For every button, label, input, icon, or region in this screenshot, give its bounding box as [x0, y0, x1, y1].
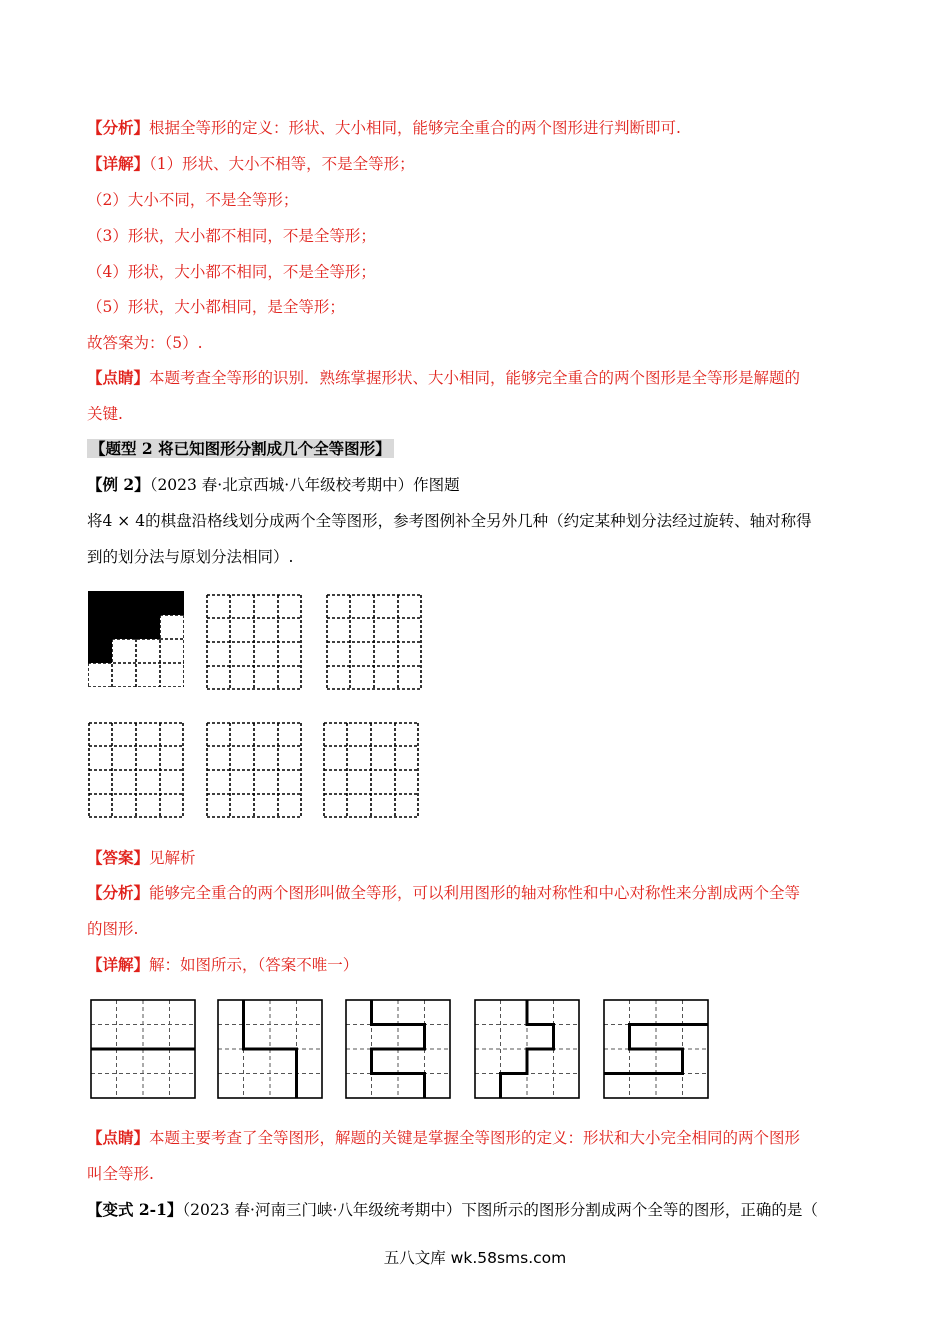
answer2-text: 见解析 — [149, 849, 196, 867]
blank-grid-1[interactable] — [206, 594, 302, 690]
comment2-tag: 【点睛】 — [87, 1128, 150, 1147]
answer2-tag: 【答案】 — [87, 848, 150, 867]
example-grid — [88, 591, 184, 687]
solution-grid-1 — [90, 999, 196, 1099]
detail-line-4: （4）形状，大小都不相同，不是全等形； — [87, 263, 376, 281]
blank-grid-2[interactable] — [326, 594, 422, 690]
comment2-line-1 — [87, 1128, 800, 1148]
analysis-line — [87, 118, 681, 138]
solution-grid-4 — [474, 999, 580, 1099]
comment-line-2: 关键. — [87, 405, 123, 423]
section-heading-line — [87, 439, 394, 459]
comment-line-1 — [87, 368, 800, 388]
example-shaded-region — [88, 591, 184, 663]
detail-item: （1）形状、大小不相等，不是全等形； — [149, 155, 415, 173]
solution-grid-5 — [603, 999, 709, 1099]
analysis-tag: 【分析】 — [87, 118, 150, 137]
solution-grid-3 — [345, 999, 451, 1099]
detail2-tag: 【详解】 — [87, 955, 150, 974]
example-tag: 【例 2】 — [87, 475, 150, 494]
variant-tag: 【变式 2-1】 — [87, 1200, 183, 1219]
page-footer: 五八文库 wk.58sms.com — [383, 1249, 567, 1267]
analysis-text: 根据全等形的定义：形状、大小相同，能够完全重合的两个图形进行判断即可. — [149, 119, 681, 137]
answer-line: 故答案为：（5）. — [87, 334, 203, 352]
detail-tag: 【详解】 — [87, 154, 150, 173]
analysis2-line-1 — [87, 883, 800, 903]
solution-grid-2 — [217, 999, 323, 1099]
detail2-text: 解：如图所示，（答案不唯一） — [149, 956, 359, 974]
example-text-1: 将4 × 4的棋盘沿格线划分成两个全等图形，参考图例补全另外几种（约定某种划分法经过旋转、轴对称得 — [87, 512, 812, 530]
blank-grid-3[interactable] — [88, 722, 184, 818]
analysis2-text: 能够完全重合的两个图形叫做全等形，可以利用图形的轴对称性和中心对称性来分割成两个全等 — [149, 884, 801, 902]
analysis2-tag: 【分析】 — [87, 883, 150, 902]
comment-tag: 【点睛】 — [87, 368, 150, 387]
answer2-line — [87, 848, 196, 868]
example-line — [87, 475, 460, 495]
comment2-text: 本题主要考查了全等图形，解题的关键是掌握全等图形的定义：形状和大小完全相同的两个图形 — [149, 1129, 801, 1147]
comment-text: 本题考查全等形的识别．熟练掌握形状、大小相同，能够完全重合的两个图形是全等形是解题的 — [149, 369, 801, 387]
section-heading: 【题型 2 将已知图形分割成几个全等图形】 — [87, 439, 394, 458]
detail-line-3: （3）形状，大小都不相同，不是全等形； — [87, 227, 376, 245]
detail-line-5: （5）形状，大小都相同，是全等形； — [87, 298, 345, 316]
variant-line — [87, 1200, 818, 1220]
detail-line-1 — [87, 154, 415, 174]
example-source: （2023 春·北京西城·八年级校考期中）作图题 — [149, 476, 460, 494]
cut-line-4 — [501, 1000, 554, 1098]
detail2-line — [87, 955, 358, 975]
comment2-line-2: 叫全等形. — [87, 1165, 154, 1183]
blank-grid-4[interactable] — [206, 722, 302, 818]
blank-grid-5[interactable] — [323, 722, 419, 818]
variant-text: （2023 春·河南三门峡·八年级统考期中）下图所示的图形分割成两个全等的图形，正确的是（ — [182, 1201, 818, 1219]
detail-line-2: （2）大小不同，不是全等形； — [87, 191, 299, 209]
example-text-2: 到的划分法与原划分法相同）. — [87, 548, 294, 566]
analysis2-line-2: 的图形. — [87, 920, 139, 938]
